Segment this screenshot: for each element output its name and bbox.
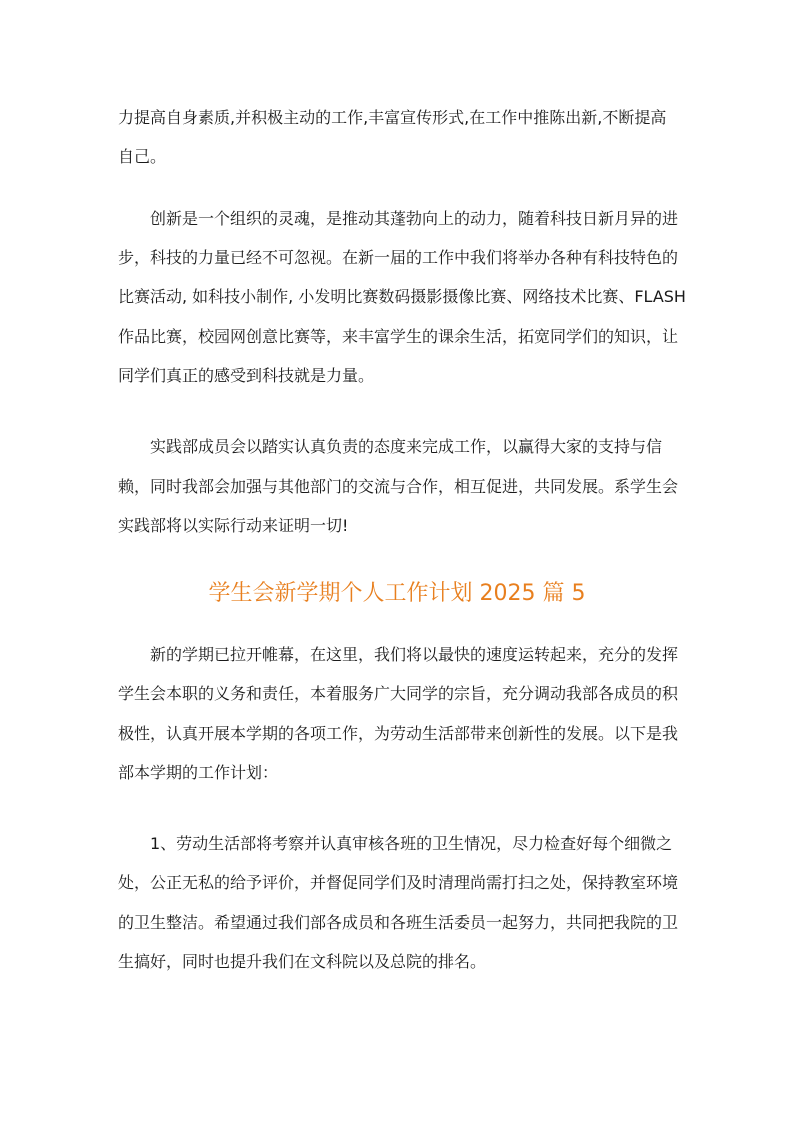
line-text: 创新是一个组织的灵魂，是推动其蓬勃向上的动力，随着科技日新月异的进 (150, 209, 679, 228)
line-text: 部本学期的工作计划： (118, 763, 279, 782)
line-text: 力提高自身素质,并积极主动的工作,丰富宣传形式,在工作中推陈出新,不断提高 (118, 108, 667, 127)
line-text: 极性，认真开展本学期的各项工作，为劳动生活部带来创新性的发展。以下是我 (118, 724, 679, 743)
line-text: 处，公正无私的给予评价，并督促同学们及时清理尚需打扫之处，保持教室环境 (118, 873, 679, 892)
line-text: 的卫生整洁。希望通过我们部各成员和各班生活委员一起努力，共同把我院的卫 (118, 913, 679, 932)
line-text: 实践部成员会以踏实认真负责的态度来完成工作，以赢得大家的支持与信 (150, 437, 663, 456)
section-heading: 学生会新学期个人工作计划 2025 篇 5 (208, 581, 586, 606)
line-text: 赖，同时我部会加强与其他部门的交流与合作，相互促进，共同发展。系学生会 (118, 477, 679, 496)
line-text: 作品比赛，校园网创意比赛等，来丰富学生的课余生活，拓宽同学们的知识，让 (118, 327, 679, 346)
line-text: 1、劳动生活部将考察并认真审核各班的卫生情况，尽力检查好每个细微之 (150, 834, 673, 853)
line-text: 同学们真正的感受到科技就是力量。 (118, 366, 375, 385)
line-text: 比赛活动, 如科技小制作, 小发明比赛数码摄影摄像比赛、网络技术比赛、FLASH (118, 287, 686, 306)
line-text: 实践部将以实际行动来证明一切! (118, 516, 349, 535)
line-text: 步，科技的力量已经不可忽视。在新一届的工作中我们将举办各种有科技特色的 (118, 248, 679, 267)
line-text: 自己。 (118, 147, 167, 166)
line-text: 学生会本职的义务和责任，本着服务广大同学的宗旨，充分调动我部各成员的积 (118, 684, 679, 703)
line-text: 新的学期已拉开帷幕，在这里，我们将以最快的速度运转起来，充分的发挥 (150, 645, 679, 664)
line-text: 生搞好，同时也提升我们在文科院以及总院的排名。 (118, 952, 487, 971)
